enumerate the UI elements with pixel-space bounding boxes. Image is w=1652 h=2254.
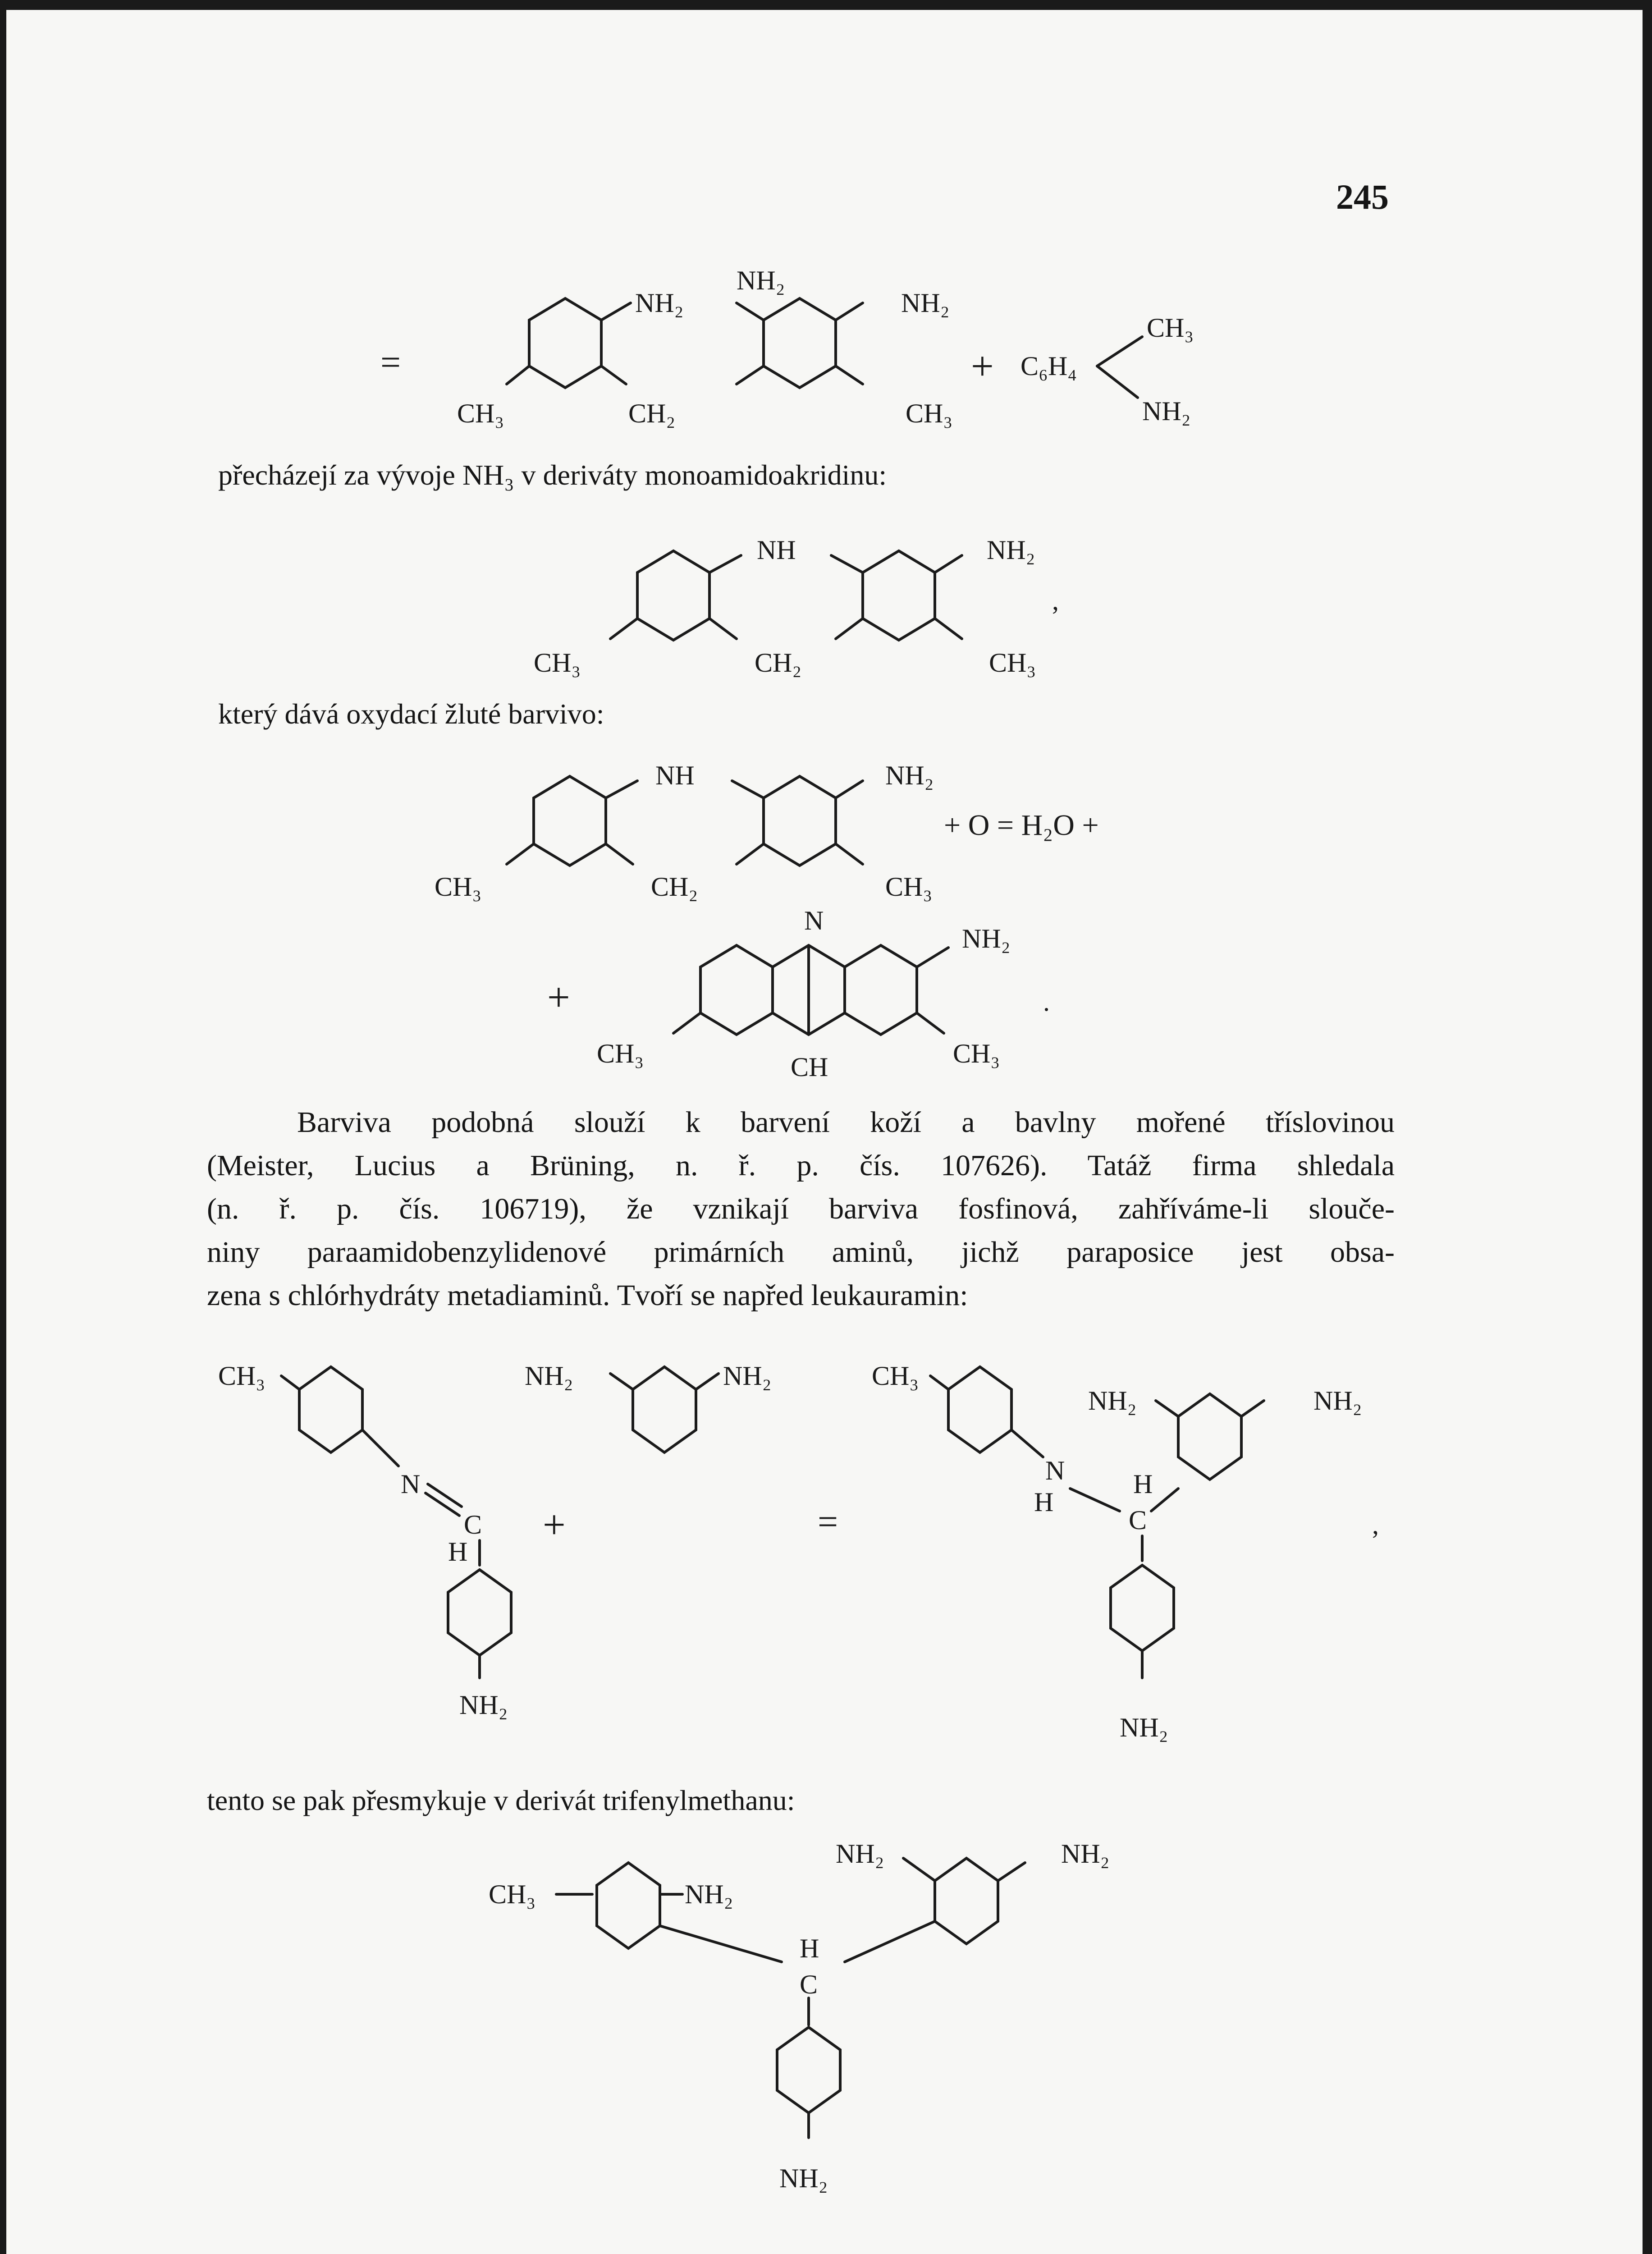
- benzene-ring: [534, 776, 606, 866]
- plus-sign: +: [543, 1503, 566, 1547]
- methyl-label: CH₃: [218, 1361, 265, 1391]
- methyl-label: CH₃: [989, 648, 1036, 678]
- amino-label: NH₂: [1120, 1713, 1168, 1742]
- paragraph-line: niny paraamidobenzylidenové primárních aminů, jichž paraposice jest obsa-: [207, 1236, 1395, 1269]
- methyl-label: CH₃: [906, 399, 953, 428]
- amino-label: NH₂: [1142, 396, 1191, 426]
- methyl-label: CH₃: [872, 1361, 919, 1391]
- nitrogen-label: N: [804, 906, 824, 935]
- imino-label: NH: [757, 535, 796, 565]
- imino-label: NH: [655, 760, 695, 790]
- plus-sign: +: [547, 975, 570, 1020]
- formula-5: [218, 1361, 1379, 1742]
- amino-label: NH₂: [987, 535, 1035, 565]
- amino-label: NH₂: [635, 288, 684, 318]
- text-line: přecházejí za vývoje NH₃ v deriváty monoamidoakridinu:: [218, 459, 887, 491]
- text-line: který dává oxydací žluté barvivo:: [218, 698, 604, 730]
- methyl-label: CH₃: [489, 1879, 536, 1909]
- benzene-ring: [1111, 1565, 1174, 1651]
- phenylene-label: C₆H₄: [1020, 351, 1077, 381]
- book-page: [6, 10, 1643, 2254]
- equals-sign: =: [380, 343, 401, 382]
- methylene-label: CH₂: [651, 872, 698, 902]
- equals-sign: =: [818, 1502, 838, 1542]
- nitrogen-label: N: [1045, 1456, 1065, 1485]
- paragraph-line: zena s chlórhydráty metadiaminů. Tvoří se napřed leukauramin:: [207, 1279, 968, 1312]
- amino-label: NH₂: [525, 1361, 573, 1391]
- hydrogen-label: H: [448, 1537, 468, 1567]
- benzene-ring: [948, 1367, 1011, 1452]
- amino-label: NH₂: [685, 1879, 733, 1909]
- oxidation-reaction: + O = H₂O +: [944, 809, 1099, 842]
- amino-label: NH₂: [779, 2163, 828, 2193]
- benzene-ring: [764, 298, 836, 388]
- methyl-label: CH₃: [953, 1039, 1000, 1068]
- amino-label: NH₂: [962, 924, 1011, 953]
- formula-2: [534, 535, 1059, 678]
- formula-4: [547, 906, 1050, 1082]
- nitrogen-label: N: [401, 1469, 421, 1499]
- benzene-ring: [597, 1863, 660, 1948]
- benzene-ring: [299, 1367, 362, 1452]
- carbon-label: C: [464, 1510, 482, 1539]
- amino-label: NH₂: [836, 1839, 884, 1869]
- methyl-label: CH₃: [597, 1039, 644, 1068]
- benzene-ring: [633, 1367, 696, 1452]
- benzene-ring: [764, 776, 836, 866]
- benzene-ring: [845, 945, 917, 1035]
- plus-sign: +: [971, 344, 994, 389]
- methylene-label: CH₂: [628, 399, 676, 428]
- hydrogen-label: H: [1034, 1487, 1054, 1517]
- amino-label: NH₂: [901, 288, 950, 318]
- period: .: [1043, 987, 1050, 1017]
- benzene-ring: [863, 551, 935, 640]
- amino-label: NH₂: [1088, 1386, 1137, 1416]
- page-number: 245: [1336, 177, 1389, 216]
- hydrogen-label: H: [800, 1933, 819, 1963]
- comma: ,: [1372, 1510, 1379, 1539]
- text-line: tento se pak přesmykuje v derivát trifenylmethanu:: [207, 1784, 795, 1816]
- benzene-ring: [1178, 1394, 1241, 1480]
- amino-label: NH₂: [737, 266, 785, 295]
- methine-label: CH: [791, 1052, 828, 1082]
- amino-label: NH₂: [1061, 1839, 1110, 1869]
- formula-3: [435, 760, 1099, 902]
- methyl-label: CH₃: [534, 648, 581, 678]
- benzene-ring: [935, 1858, 998, 1944]
- methylene-label: CH₂: [755, 648, 802, 678]
- comma: ,: [1052, 586, 1059, 615]
- paragraph-line: (Meister, Lucius a Brüning, n. ř. p. čís. 107626). Tatáž firma shledala: [207, 1149, 1395, 1182]
- benzene-ring: [448, 1570, 511, 1655]
- methyl-label: CH₃: [435, 872, 482, 902]
- benzene-ring: [777, 2027, 840, 2113]
- methyl-label: CH₃: [457, 399, 504, 428]
- paragraph-line: (n. ř. p. čís. 106719), že vznikají barviva fosfinová, zahříváme-li slouče-: [207, 1192, 1395, 1225]
- amino-label: NH₂: [885, 760, 934, 790]
- paragraph-line: Barviva podobná slouží k barvení koží a bavlny mořené tříslovinou: [297, 1106, 1395, 1139]
- amino-label: NH₂: [1313, 1386, 1362, 1416]
- benzene-ring: [700, 945, 773, 1035]
- benzene-ring: [637, 551, 709, 640]
- methyl-label: CH₃: [885, 872, 933, 902]
- amino-label: NH₂: [723, 1361, 772, 1391]
- formula-6: [489, 1839, 1110, 2193]
- carbon-label: C: [800, 1970, 818, 1999]
- formula-1: [380, 266, 1194, 428]
- benzene-ring: [529, 298, 601, 388]
- amino-label: NH₂: [459, 1690, 508, 1720]
- carbon-label: C: [1129, 1505, 1147, 1535]
- paragraph: [207, 1101, 1395, 1317]
- hydrogen-label: H: [1133, 1469, 1153, 1499]
- methyl-label: CH₃: [1147, 313, 1194, 343]
